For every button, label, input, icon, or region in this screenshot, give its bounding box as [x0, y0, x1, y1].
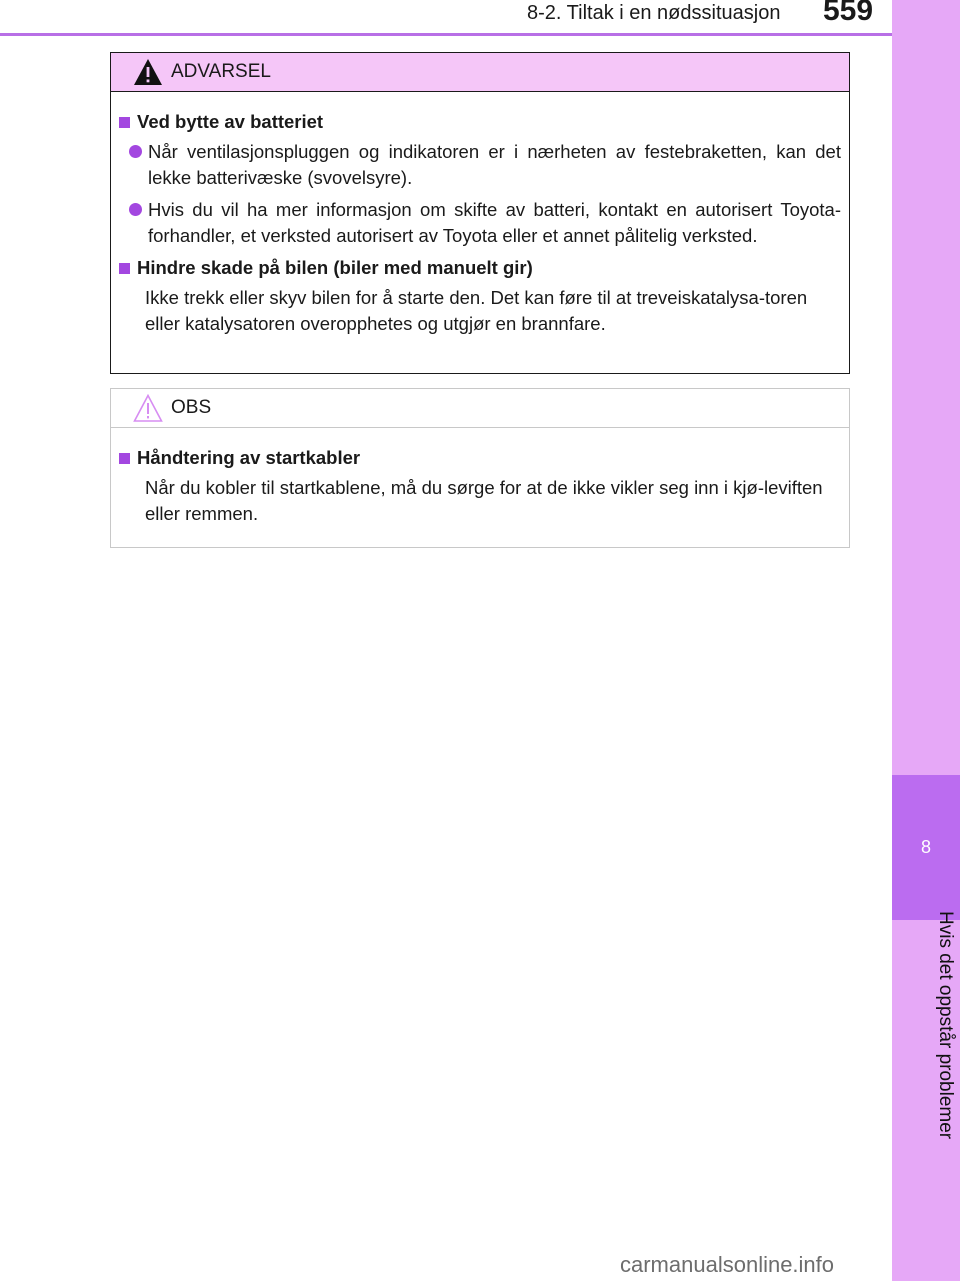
caution-header [111, 389, 849, 428]
square-bullet-icon [119, 117, 130, 128]
warning-heading-1-text: Ved bytte av batteriet [137, 111, 324, 132]
warning-triangle-icon [133, 58, 163, 86]
warning-bullet [129, 139, 841, 191]
warning-bullet-text: Når ventilasjonspluggen og indikatoren er i nærheten av festebraketten, kan det lekke batterivæske (svovelsyre). [148, 141, 841, 188]
caution-title: OBS [171, 397, 212, 418]
square-bullet-icon [119, 263, 130, 274]
caution-triangle-icon [133, 394, 163, 422]
warning-paragraph: Ikke trekk eller skyv bilen for å starte den. Det kan føre til at treveiskatalysa-toren eller katalysatoren overopphetes og utgjør en brannfare. [145, 287, 808, 334]
caution-box [110, 388, 850, 548]
round-bullet-icon [129, 145, 142, 158]
round-bullet-icon [129, 203, 142, 216]
warning-box [110, 52, 850, 374]
warning-title: ADVARSEL [171, 61, 271, 82]
section-title: 8-2. Tiltak i en nødssituasjon [527, 2, 781, 24]
chapter-label: Hvis det oppstår problemer [935, 910, 956, 1140]
warning-bullet-text: Hvis du vil ha mer informasjon om skifte av batteri, kontakt en autorisert Toyota-forhandler, et verksted autorisert av Toyota eller et annet pålitelig verksted. [148, 199, 841, 246]
watermark: carmanualsonline.info [620, 1252, 835, 1277]
page-number: 559 [823, 0, 874, 27]
warning-heading-2-text: Hindre skade på bilen (biler med manuelt gir) [137, 257, 533, 278]
warning-body [111, 92, 849, 337]
chapter-number-box [892, 775, 960, 920]
warning-bullet [129, 197, 841, 249]
chapter-side-tab [892, 0, 960, 1281]
caution-paragraph: Når du kobler til startkablene, må du sørge for at de ikke vikler seg inn i kjø-leviften eller remmen. [145, 477, 823, 524]
warning-heading-damage [119, 255, 841, 281]
warning-header [111, 53, 849, 92]
chapter-number: 8 [920, 837, 931, 857]
header-rule [0, 33, 892, 36]
warning-heading-battery [119, 109, 841, 135]
caution-body [111, 428, 849, 527]
caution-heading [119, 445, 841, 471]
caution-heading-text: Håndtering av startkabler [137, 447, 361, 468]
square-bullet-icon [119, 453, 130, 464]
